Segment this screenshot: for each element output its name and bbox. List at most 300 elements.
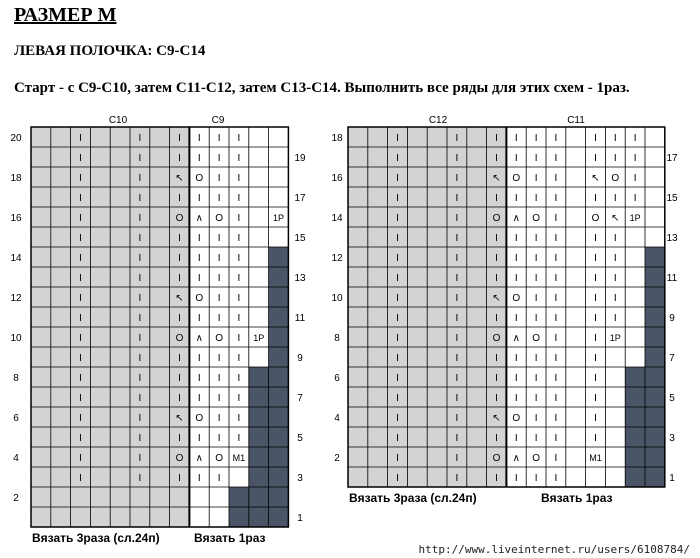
right-row-label-odd: 5 — [669, 393, 675, 404]
left-stitch-symbol: I — [217, 173, 221, 184]
left-stitch-symbol: I — [138, 233, 142, 244]
right-stitch-symbol: I — [455, 333, 459, 344]
right-row-label-even: 16 — [331, 173, 343, 184]
right-stitch-symbol: I — [594, 233, 597, 244]
left-stitch-symbol: I — [197, 253, 201, 264]
left-stitch-symbol: I — [217, 273, 221, 284]
right-stitch-symbol: I — [495, 473, 498, 484]
right-stitch-symbol: I — [554, 433, 558, 444]
right-row-label-even: 8 — [334, 333, 340, 344]
right-stitch-symbol: I — [534, 173, 538, 184]
left-stitch-symbol: I — [237, 233, 241, 244]
right-stitch-symbol: I — [633, 173, 637, 184]
left-stitch-symbol: I — [178, 353, 181, 364]
right-stitch-symbol: I — [495, 233, 498, 244]
left-stitch-symbol: I — [138, 213, 142, 224]
left-stitch-symbol: I — [138, 273, 142, 284]
right-stitch-symbol: ∧ — [512, 213, 520, 224]
left-stitch-symbol: ↖ — [175, 173, 184, 184]
right-stitch-symbol: I — [633, 193, 637, 204]
right-stitch-symbol: ↖ — [611, 213, 620, 224]
left-stitch-symbol: I — [217, 473, 221, 484]
right-row-label-odd: 17 — [666, 153, 678, 164]
right-stitch-symbol: I — [455, 373, 459, 384]
left-stitch-symbol: I — [138, 313, 142, 324]
right-row-label-odd: 15 — [666, 193, 678, 204]
left-stitch-symbol: I — [178, 153, 181, 164]
left-stitch-symbol: I — [197, 273, 201, 284]
right-stitch-symbol: I — [396, 213, 399, 224]
right-stitch-symbol: I — [396, 473, 399, 484]
left-stitch-symbol: I — [178, 433, 181, 444]
left-row-label-even: 16 — [10, 213, 22, 224]
left-stitch-symbol: O — [195, 293, 204, 304]
right-stitch-symbol: I — [495, 353, 498, 364]
right-stitch-symbol: I — [594, 193, 597, 204]
right-stitch-symbol: ↖ — [492, 413, 501, 424]
right-stitch-symbol: O — [532, 333, 540, 344]
left-stitch-symbol: I — [197, 353, 201, 364]
left-row-label-odd: 9 — [297, 353, 303, 364]
right-stitch-symbol: I — [534, 293, 538, 304]
right-stitch-symbol: O — [512, 413, 521, 424]
right-stitch-symbol: I — [534, 373, 538, 384]
left-row-label-even: 20 — [10, 133, 22, 144]
right-stitch-symbol: I — [534, 273, 538, 284]
left-stitch-symbol: I — [217, 393, 221, 404]
left-stitch-symbol: O — [215, 333, 223, 344]
left-stitch-symbol: ↖ — [175, 293, 184, 304]
right-stitch-symbol: I — [554, 333, 558, 344]
right-stitch-symbol: I — [613, 153, 617, 164]
left-stitch-symbol: O — [175, 453, 184, 464]
left-stitch-symbol: I — [138, 373, 142, 384]
right-stitch-symbol: I — [554, 273, 558, 284]
left-stitch-symbol: I — [79, 153, 82, 164]
left-stitch-symbol: I — [79, 193, 82, 204]
right-stitch-symbol: I — [594, 133, 597, 144]
left-stitch-symbol: I — [79, 473, 82, 484]
left-row-label-odd: 17 — [294, 193, 306, 204]
left-stitch-symbol: I — [217, 373, 221, 384]
right-stitch-symbol: O — [591, 213, 600, 224]
left-stitch-symbol: I — [237, 173, 241, 184]
left-stitch-symbol: I — [79, 333, 82, 344]
right-stitch-symbol: O — [512, 173, 521, 184]
right-stitch-symbol: I — [396, 453, 399, 464]
right-stitch-symbol: I — [455, 173, 459, 184]
left-stitch-symbol: I — [237, 133, 241, 144]
left-row-label-even: 10 — [10, 333, 22, 344]
left-stitch-symbol: I — [237, 153, 241, 164]
right-stitch-symbol: I — [534, 353, 538, 364]
right-stitch-symbol: I — [396, 153, 399, 164]
right-row-label-odd: 11 — [666, 273, 678, 284]
left-stitch-symbol: I — [138, 453, 142, 464]
right-stitch-symbol: I — [514, 433, 518, 444]
left-stitch-symbol: I — [237, 313, 241, 324]
right-stitch-symbol: I — [594, 253, 597, 264]
left-row-label-odd: 15 — [294, 233, 306, 244]
right-stitch-symbol: I — [514, 393, 518, 404]
right-stitch-symbol: I — [554, 473, 558, 484]
left-stitch-symbol: I — [138, 393, 142, 404]
right-stitch-symbol: I — [455, 213, 459, 224]
right-stitch-symbol: I — [396, 313, 399, 324]
right-stitch-symbol: I — [594, 333, 597, 344]
right-stitch-symbol: I — [534, 253, 538, 264]
instruction-text: Старт - с С9-С10, затем С11-С12, затем С13-С14. Выполнить все ряды для этих схем - 1раз. — [14, 80, 630, 96]
right-row-label-odd: 1 — [669, 473, 675, 484]
right-stitch-symbol: I — [514, 473, 518, 484]
right-stitch-symbol: I — [396, 253, 399, 264]
right-stitch-symbol: I — [514, 133, 518, 144]
left-stitch-symbol: ∧ — [195, 213, 203, 224]
right-stitch-symbol: I — [554, 453, 558, 464]
right-row-label-even: 4 — [334, 413, 340, 424]
left-stitch-symbol: I — [138, 433, 142, 444]
left-stitch-symbol: O — [195, 173, 204, 184]
left-stitch-symbol: I — [237, 293, 241, 304]
right-stitch-symbol: I — [455, 153, 459, 164]
right-stitch-symbol: I — [495, 373, 498, 384]
right-row-label-even: 14 — [331, 213, 343, 224]
left-stitch-symbol: I — [197, 393, 201, 404]
document-title: РАЗМЕР M — [14, 4, 117, 26]
right-stitch-symbol: I — [534, 473, 538, 484]
right-stitch-symbol: I — [594, 153, 597, 164]
left-stitch-symbol: I — [79, 353, 82, 364]
left-row-label-even: 6 — [13, 413, 19, 424]
left-stitch-symbol: I — [79, 313, 82, 324]
left-chart-caption-a: Вязать 3раза (сл.24п) — [32, 531, 160, 545]
right-stitch-symbol: I — [534, 393, 538, 404]
right-stitch-symbol: I — [455, 273, 459, 284]
right-stitch-symbol: I — [396, 353, 399, 364]
right-stitch-symbol: I — [554, 353, 558, 364]
right-row-label-even: 18 — [331, 133, 343, 144]
right-stitch-symbol: O — [532, 213, 540, 224]
right-stitch-symbol: I — [396, 293, 399, 304]
right-stitch-symbol: I — [594, 273, 597, 284]
right-stitch-symbol: I — [396, 333, 399, 344]
right-stitch-symbol: I — [633, 153, 637, 164]
left-stitch-symbol: I — [217, 193, 221, 204]
right-stitch-symbol: M1 — [589, 453, 602, 463]
right-stitch-symbol: I — [613, 293, 617, 304]
left-stitch-symbol: I — [178, 233, 181, 244]
right-stitch-symbol: I — [396, 373, 399, 384]
right-chart-caption-b: Вязать 1раз — [541, 491, 613, 505]
left-row-label-odd: 13 — [294, 273, 306, 284]
left-stitch-symbol: I — [79, 413, 82, 424]
right-stitch-symbol: I — [514, 253, 518, 264]
left-right-section-label: С9 — [211, 115, 225, 126]
right-stitch-symbol: I — [455, 233, 459, 244]
left-stitch-symbol: O — [215, 213, 223, 224]
left-stitch-symbol: I — [197, 373, 201, 384]
left-stitch-symbol: I — [197, 193, 201, 204]
right-stitch-symbol: I — [455, 193, 459, 204]
left-stitch-symbol: I — [217, 353, 221, 364]
right-stitch-symbol: 1P — [629, 213, 641, 223]
left-stitch-symbol: I — [178, 253, 181, 264]
left-stitch-symbol: I — [79, 173, 82, 184]
left-stitch-symbol: I — [79, 253, 82, 264]
right-stitch-symbol: I — [554, 393, 558, 404]
right-stitch-symbol: I — [495, 273, 498, 284]
left-stitch-symbol: I — [138, 473, 142, 484]
left-stitch-symbol: I — [178, 133, 181, 144]
right-stitch-symbol: I — [455, 393, 459, 404]
document-subtitle: ЛЕВАЯ ПОЛОЧКА: С9-С14 — [14, 43, 206, 59]
left-row-label-odd: 7 — [297, 393, 303, 404]
left-stitch-symbol: I — [197, 473, 201, 484]
right-left-section-label: С12 — [428, 115, 448, 126]
right-stitch-symbol: I — [534, 313, 538, 324]
left-stitch-symbol: I — [79, 373, 82, 384]
right-stitch-symbol: ↖ — [492, 293, 501, 304]
right-stitch-symbol: I — [594, 313, 597, 324]
left-stitch-symbol: I — [178, 393, 181, 404]
left-stitch-symbol: I — [79, 393, 82, 404]
left-stitch-symbol: I — [138, 333, 142, 344]
left-stitch-symbol: I — [237, 353, 241, 364]
left-stitch-symbol: O — [215, 453, 223, 464]
right-row-label-even: 12 — [331, 253, 343, 264]
right-stitch-symbol: I — [613, 253, 617, 264]
right-stitch-symbol: I — [514, 373, 518, 384]
right-stitch-symbol: I — [554, 213, 558, 224]
left-stitch-symbol: I — [138, 413, 142, 424]
left-row-label-even: 18 — [10, 173, 22, 184]
right-stitch-symbol: I — [396, 433, 399, 444]
right-stitch-symbol: I — [613, 193, 617, 204]
watermark-url: http://www.liveinternet.ru/users/6108784/ — [418, 543, 690, 556]
right-stitch-symbol: I — [594, 293, 597, 304]
left-stitch-symbol: I — [237, 333, 241, 344]
right-stitch-symbol: I — [455, 473, 459, 484]
left-stitch-symbol: 1P — [253, 333, 265, 343]
right-stitch-symbol: I — [455, 353, 459, 364]
right-stitch-symbol: I — [594, 373, 597, 384]
left-stitch-symbol: I — [217, 313, 221, 324]
right-stitch-symbol: I — [534, 433, 538, 444]
left-stitch-symbol: I — [79, 293, 82, 304]
right-stitch-symbol: I — [633, 133, 637, 144]
right-stitch-symbol: I — [455, 433, 459, 444]
left-stitch-symbol: I — [217, 153, 221, 164]
left-stitch-symbol: I — [217, 413, 221, 424]
left-stitch-symbol: I — [138, 253, 142, 264]
left-stitch-symbol: ∧ — [195, 333, 203, 344]
right-stitch-symbol: 1P — [609, 333, 621, 343]
left-stitch-symbol: I — [197, 153, 201, 164]
right-row-label-odd: 13 — [666, 233, 678, 244]
right-row-label-odd: 7 — [669, 353, 675, 364]
left-stitch-symbol: I — [178, 273, 181, 284]
right-stitch-symbol: I — [514, 193, 518, 204]
right-stitch-symbol: I — [594, 413, 597, 424]
right-stitch-symbol: I — [455, 253, 459, 264]
right-stitch-symbol: I — [534, 133, 538, 144]
left-stitch-symbol: I — [178, 473, 181, 484]
left-stitch-symbol: I — [237, 413, 241, 424]
right-stitch-symbol: I — [514, 153, 518, 164]
left-stitch-symbol: I — [178, 373, 181, 384]
right-stitch-symbol: I — [514, 353, 518, 364]
left-stitch-symbol: M1 — [232, 453, 246, 463]
right-stitch-symbol: I — [554, 173, 558, 184]
left-stitch-symbol: I — [79, 233, 82, 244]
right-stitch-symbol: I — [396, 233, 399, 244]
right-stitch-symbol: I — [455, 453, 459, 464]
left-stitch-symbol: I — [217, 293, 221, 304]
right-stitch-symbol: I — [396, 193, 399, 204]
right-row-label-even: 2 — [334, 453, 340, 464]
right-stitch-symbol: I — [455, 313, 459, 324]
right-stitch-symbol: I — [554, 233, 558, 244]
left-stitch-symbol: I — [197, 433, 201, 444]
left-stitch-symbol: I — [237, 273, 241, 284]
right-row-label-odd: 3 — [669, 433, 675, 444]
left-row-label-even: 4 — [13, 453, 19, 464]
left-stitch-symbol: I — [237, 393, 241, 404]
right-stitch-symbol: ↖ — [492, 173, 501, 184]
right-stitch-symbol: O — [492, 213, 501, 224]
right-stitch-symbol: I — [554, 313, 558, 324]
left-row-label-odd: 5 — [297, 433, 303, 444]
left-stitch-symbol: ↖ — [175, 413, 184, 424]
left-stitch-symbol: I — [79, 453, 82, 464]
left-stitch-symbol: I — [138, 153, 142, 164]
left-row-label-even: 2 — [13, 493, 19, 504]
left-stitch-symbol: I — [217, 433, 221, 444]
left-stitch-symbol: I — [79, 213, 82, 224]
right-stitch-symbol: I — [495, 313, 498, 324]
left-stitch-symbol: I — [138, 133, 142, 144]
right-stitch-symbol: ↖ — [591, 173, 600, 184]
right-stitch-symbol: I — [554, 133, 558, 144]
left-row-label-even: 14 — [10, 253, 22, 264]
right-stitch-symbol: O — [492, 453, 501, 464]
right-stitch-symbol: I — [495, 133, 498, 144]
right-stitch-symbol: I — [396, 133, 399, 144]
right-stitch-symbol: I — [396, 273, 399, 284]
left-stitch-symbol: I — [237, 253, 241, 264]
right-stitch-symbol: I — [534, 193, 538, 204]
right-stitch-symbol: I — [396, 413, 399, 424]
right-stitch-symbol: I — [613, 313, 617, 324]
left-left-section-label: С10 — [108, 115, 128, 126]
right-stitch-symbol: I — [613, 233, 617, 244]
right-stitch-symbol: I — [554, 153, 558, 164]
right-row-label-even: 10 — [331, 293, 343, 304]
left-stitch-symbol: I — [178, 193, 181, 204]
right-stitch-symbol: O — [492, 333, 501, 344]
right-stitch-symbol: I — [455, 293, 459, 304]
right-stitch-symbol: I — [554, 413, 558, 424]
right-stitch-symbol: I — [613, 273, 617, 284]
left-stitch-symbol: I — [138, 173, 142, 184]
right-stitch-symbol: ∧ — [512, 333, 520, 344]
right-stitch-symbol: O — [512, 293, 521, 304]
right-stitch-symbol: I — [396, 173, 399, 184]
right-stitch-symbol: I — [396, 393, 399, 404]
right-stitch-symbol: I — [455, 133, 459, 144]
left-row-label-even: 8 — [13, 373, 19, 384]
right-stitch-symbol: I — [495, 253, 498, 264]
right-stitch-symbol: I — [495, 153, 498, 164]
left-stitch-symbol: I — [79, 133, 82, 144]
left-stitch-symbol: I — [237, 373, 241, 384]
left-stitch-symbol: I — [79, 273, 82, 284]
right-row-label-odd: 9 — [669, 313, 675, 324]
right-stitch-symbol: I — [495, 433, 498, 444]
left-stitch-symbol: 1P — [272, 213, 285, 223]
right-stitch-symbol: ∧ — [512, 453, 520, 464]
left-stitch-symbol: I — [217, 133, 221, 144]
left-stitch-symbol: ∧ — [195, 453, 203, 464]
left-row-label-odd: 19 — [294, 153, 306, 164]
left-stitch-symbol: I — [197, 133, 201, 144]
left-stitch-symbol: I — [138, 353, 142, 364]
right-stitch-symbol: I — [534, 233, 538, 244]
left-row-label-even: 12 — [10, 293, 22, 304]
right-row-label-even: 6 — [334, 373, 340, 384]
right-stitch-symbol: I — [514, 313, 518, 324]
right-stitch-symbol: I — [554, 293, 558, 304]
left-stitch-symbol: I — [237, 433, 241, 444]
right-stitch-symbol: I — [554, 373, 558, 384]
right-stitch-symbol: I — [594, 353, 597, 364]
left-stitch-symbol: I — [237, 213, 241, 224]
left-chart-caption-b: Вязать 1раз — [194, 531, 266, 545]
left-stitch-symbol: I — [217, 253, 221, 264]
right-stitch-symbol: O — [532, 453, 540, 464]
left-row-label-odd: 11 — [294, 313, 306, 324]
right-stitch-symbol: I — [534, 413, 538, 424]
right-stitch-symbol: I — [495, 193, 498, 204]
right-stitch-symbol: I — [554, 253, 558, 264]
right-stitch-symbol: O — [611, 173, 620, 184]
left-stitch-symbol: I — [237, 193, 241, 204]
right-right-section-label: С11 — [567, 115, 585, 126]
right-stitch-symbol: I — [613, 133, 617, 144]
right-chart-caption-a: Вязать 3раза (сл.24п) — [349, 491, 477, 505]
left-stitch-symbol: I — [197, 233, 201, 244]
left-stitch-symbol: O — [175, 213, 184, 224]
left-stitch-symbol: I — [138, 293, 142, 304]
left-stitch-symbol: O — [175, 333, 184, 344]
right-stitch-symbol: I — [594, 433, 597, 444]
left-row-label-odd: 1 — [297, 513, 303, 524]
left-stitch-symbol: O — [195, 413, 204, 424]
right-stitch-symbol: I — [534, 153, 538, 164]
left-row-label-odd: 3 — [297, 473, 303, 484]
right-stitch-symbol: I — [514, 233, 518, 244]
right-stitch-symbol: I — [554, 193, 558, 204]
right-stitch-symbol: I — [495, 393, 498, 404]
left-stitch-symbol: I — [217, 233, 221, 244]
right-stitch-symbol: I — [514, 273, 518, 284]
left-stitch-symbol: I — [197, 313, 201, 324]
right-stitch-symbol: I — [594, 393, 597, 404]
left-stitch-symbol: I — [138, 193, 142, 204]
left-stitch-symbol: I — [79, 433, 82, 444]
right-stitch-symbol: I — [455, 413, 459, 424]
left-stitch-symbol: I — [178, 313, 181, 324]
